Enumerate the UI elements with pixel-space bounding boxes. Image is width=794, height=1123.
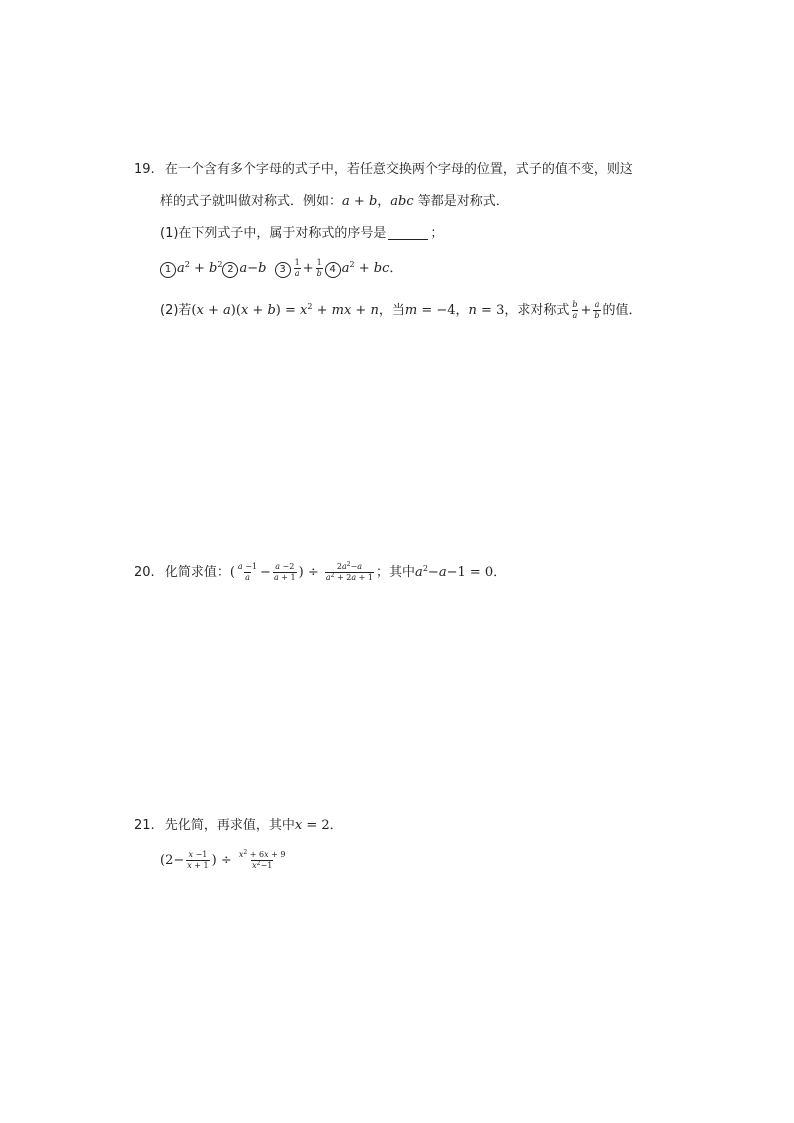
question-19-line-2 bbox=[160, 192, 509, 212]
question-19-options bbox=[160, 258, 402, 279]
part-1-text: (1)在下列式子中，属于对称式的序号是 bbox=[160, 226, 387, 241]
question-21-line-1 bbox=[134, 816, 343, 836]
part-2-end: 的值． bbox=[602, 303, 642, 318]
example-var-b: b bbox=[368, 194, 378, 209]
question-21-eq: = 2 bbox=[302, 818, 330, 833]
question-19-number: 19. bbox=[134, 162, 155, 177]
question-21-var: x bbox=[294, 818, 303, 833]
question-19-text-2: 样的式子就叫做对称式．例如： bbox=[160, 194, 343, 209]
question-20-where: ；其中 bbox=[376, 565, 416, 580]
part-2-mid: ，求对称式 bbox=[504, 303, 570, 318]
question-20-label: 化简求值： bbox=[164, 565, 230, 580]
example-sep: ， bbox=[377, 194, 391, 209]
question-21-label: 先化简，再求值，其中 bbox=[164, 818, 295, 833]
answer-blank[interactable] bbox=[388, 225, 428, 240]
option-3: 3 $\frac{1}{a}$ + $\frac{1}{b}$ bbox=[275, 261, 325, 276]
circled-2: 2 bbox=[222, 262, 238, 278]
circled-4: 4 bbox=[325, 262, 341, 278]
example-op: + bbox=[349, 194, 369, 209]
part-1-end: ； bbox=[430, 226, 444, 241]
part-2-when: ，当 bbox=[378, 303, 405, 318]
example-abc: abc bbox=[390, 194, 414, 209]
option-1: 1 $a^2 + b^2$ bbox=[160, 261, 222, 276]
question-21-expression: (2− $\frac{x -1}{x + 1}$ ) ÷ $\frac{x^2 + 6x + 9}{x^2-1}$ bbox=[160, 849, 286, 870]
question-19-line-1 bbox=[134, 160, 633, 180]
question-20-number: 20. bbox=[134, 565, 155, 580]
question-19-text-1: 在一个含有多个字母的式子中，若任意交换两个字母的位置，式子的值不变，则这 bbox=[164, 162, 633, 177]
question-21-number: 21. bbox=[134, 818, 155, 833]
question-19-part-1 bbox=[160, 224, 443, 244]
question-21-end: ． bbox=[329, 818, 343, 833]
question-19-part-2: (2)若$(x + a)(x + b) = x^2$ + mx + n，当m = −4，n = 3，求对称式 $\frac{b}{a}$ + $\frac{a}{b}$ 的值． bbox=[160, 300, 642, 320]
question-19-text-2b: 等都是对称式． bbox=[413, 194, 509, 209]
question-20-line: 20. 化简求值：( $\frac{a -1}{a}$ − $\frac{a -2}{a + 1}$ ) ÷ $\frac{2a^2-a}{a^2 + 2a + 1}$ ；其中$a^2-a-1 = 0$． bbox=[134, 561, 507, 582]
question-20-end: ． bbox=[493, 565, 507, 580]
example-var-a: a bbox=[342, 194, 350, 209]
option-4: 4 $a^2$ + bc． bbox=[325, 261, 403, 276]
option-2: 2 a−b bbox=[222, 261, 266, 276]
circled-1: 1 bbox=[160, 262, 176, 278]
part-2-text: (2)若 bbox=[160, 303, 192, 318]
circled-3: 3 bbox=[275, 262, 291, 278]
